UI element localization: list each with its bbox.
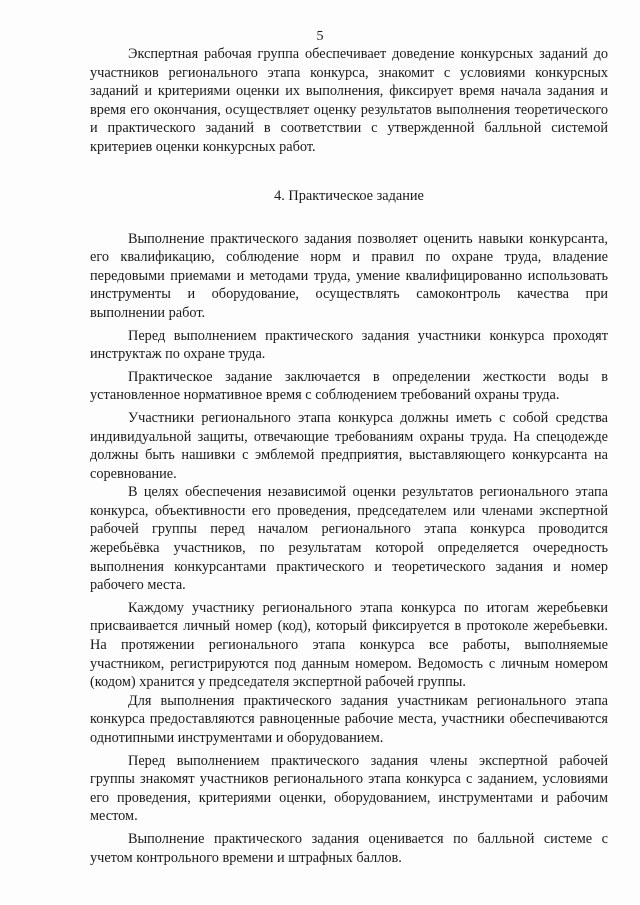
paragraph-5: В целях обеспечения независимой оценки результатов регионального этапа конкурса, объективности его проведения, председателем или членами экспертной рабочей группы перед началом регионального этапа конкурса проводится жеребьёвка участников, по результатам которой определяется очередность выполнения конкурсантами практического и теоретического задания и номер рабочего места.: [90, 484, 608, 594]
paragraph-3: Практическое задание заключается в определении жесткости воды в установленное нормативное время с соблюдением требований охраны труда.: [90, 368, 608, 404]
section-heading: 4. Практическое задание: [274, 187, 424, 204]
paragraph-7: Для выполнения практического задания участникам регионального этапа конкурса предоставляются равноценные рабочие места, участники обеспечиваются однотипными инструментами и оборудованием.: [90, 692, 608, 746]
intro-paragraph: Экспертная рабочая группа обеспечивает доведение конкурсных заданий до участников регионального этапа конкурса, знакомит с условиями конкурсных заданий и критериями оценки их выполнения, фиксирует время начала задания и время его окончания, осуществляет оценку результатов выполнения теоретического и практического заданий в соответствии с утвержденной балльной системой критериев оценки конкурсных работ.: [90, 46, 608, 155]
paragraph-1: Выполнение практического задания позволяет оценить навыки конкурсанта, его квалификацию, соблюдение норм и правил по охране труда, владение передовыми приемами и методами труда, умение квалифицированно использовать инструменты и оборудование, осуществлять самоконтроль качества при выполнении работ.: [90, 230, 608, 321]
paragraph-6: Каждому участнику регионального этапа конкурса по итогам жеребьевки присваивается личный номер (код), который фиксируется в протоколе жеребьевки. На протяжении регионального этапа конкурса все работы, выполняемые участником, регистрируются под данным номером. Ведомость с личным номером (кодом) хранится у председателя экспертной рабочей группы.: [90, 599, 608, 691]
paragraph-9: Выполнение практического задания оценивается по балльной системе с учетом контрольного времени и штрафных баллов.: [90, 830, 608, 866]
paragraph-4: Участники регионального этапа конкурса должны иметь с собой средства индивидуальной защиты, отвечающие требованиям охраны труда. На спецодежде должны быть нашивки с эмблемой предприятия, выставляющего конкурсанта на соревнование.: [90, 409, 608, 482]
paragraph-8: Перед выполнением практического задания члены экспертной рабочей группы знакомят участников регионального этапа конкурса с заданием, условиями его проведения, критериями оценки, оборудованием, инструментами и рабочим местом.: [90, 752, 608, 825]
page-number: 5: [316, 29, 324, 44]
page-content: [90, 45, 608, 867]
paragraph-2: Перед выполнением практического задания участники конкурса проходят инструктаж по охране труда.: [90, 327, 608, 363]
